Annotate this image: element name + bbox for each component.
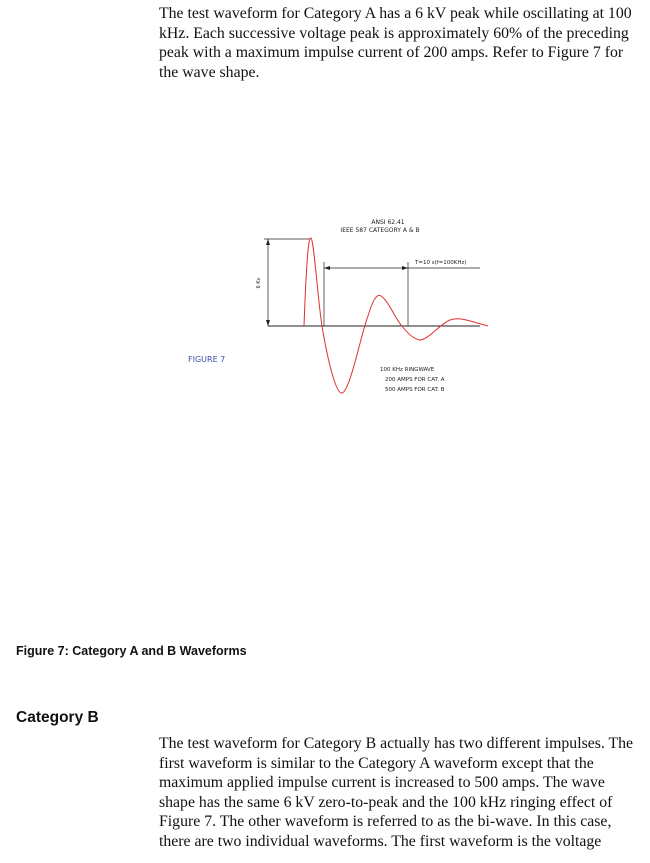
section-heading-category-b: Category B [16,709,99,726]
figure-title-line2: IEEE 587 CATEGORY A & B [340,227,420,234]
intro-paragraph: The test waveform for Category A has a 6 kV peak while oscillating at 100 kHz. Each successive voltage peak is approximately 60% of the preceding peak with a maximum impulse current of 200 amps. Refer to Figure 7 for the wave shape. [159,5,632,81]
amplitude-arrow-top [266,239,270,245]
note-line3: 500 AMPS FOR CAT. B [385,387,445,393]
figure-label: FIGURE 7 [188,355,226,364]
category-b-paragraph: The test waveform for Category B actually has two different impulses. The first waveform is similar to the Category A waveform except that the maximum applied impulse current is increased to 500 amps. The wave shape has the same 6 kV zero-to-peak and the 100 kHz ringing effect of Figure 7. The other waveform is referred to as the bi-wave. In this case, there are two individual waveforms. The first waveform is the voltage [159,735,634,850]
period-arrow-right [402,266,408,270]
note-line2: 200 AMPS FOR CAT. A [385,377,445,383]
period-label: T=10 s(f=100KHz) [415,260,467,266]
note-line1: 100 KHz RINGWAVE [380,367,435,373]
amplitude-label: 6 Kv [256,277,262,289]
amplitude-arrow-bottom [266,320,270,326]
ringwave-figure [180,212,500,402]
figure-title-line1: ANSI 62.41 [371,219,405,226]
figure-caption: Figure 7: Category A and B Waveforms [16,644,247,658]
period-arrow-left [324,266,330,270]
